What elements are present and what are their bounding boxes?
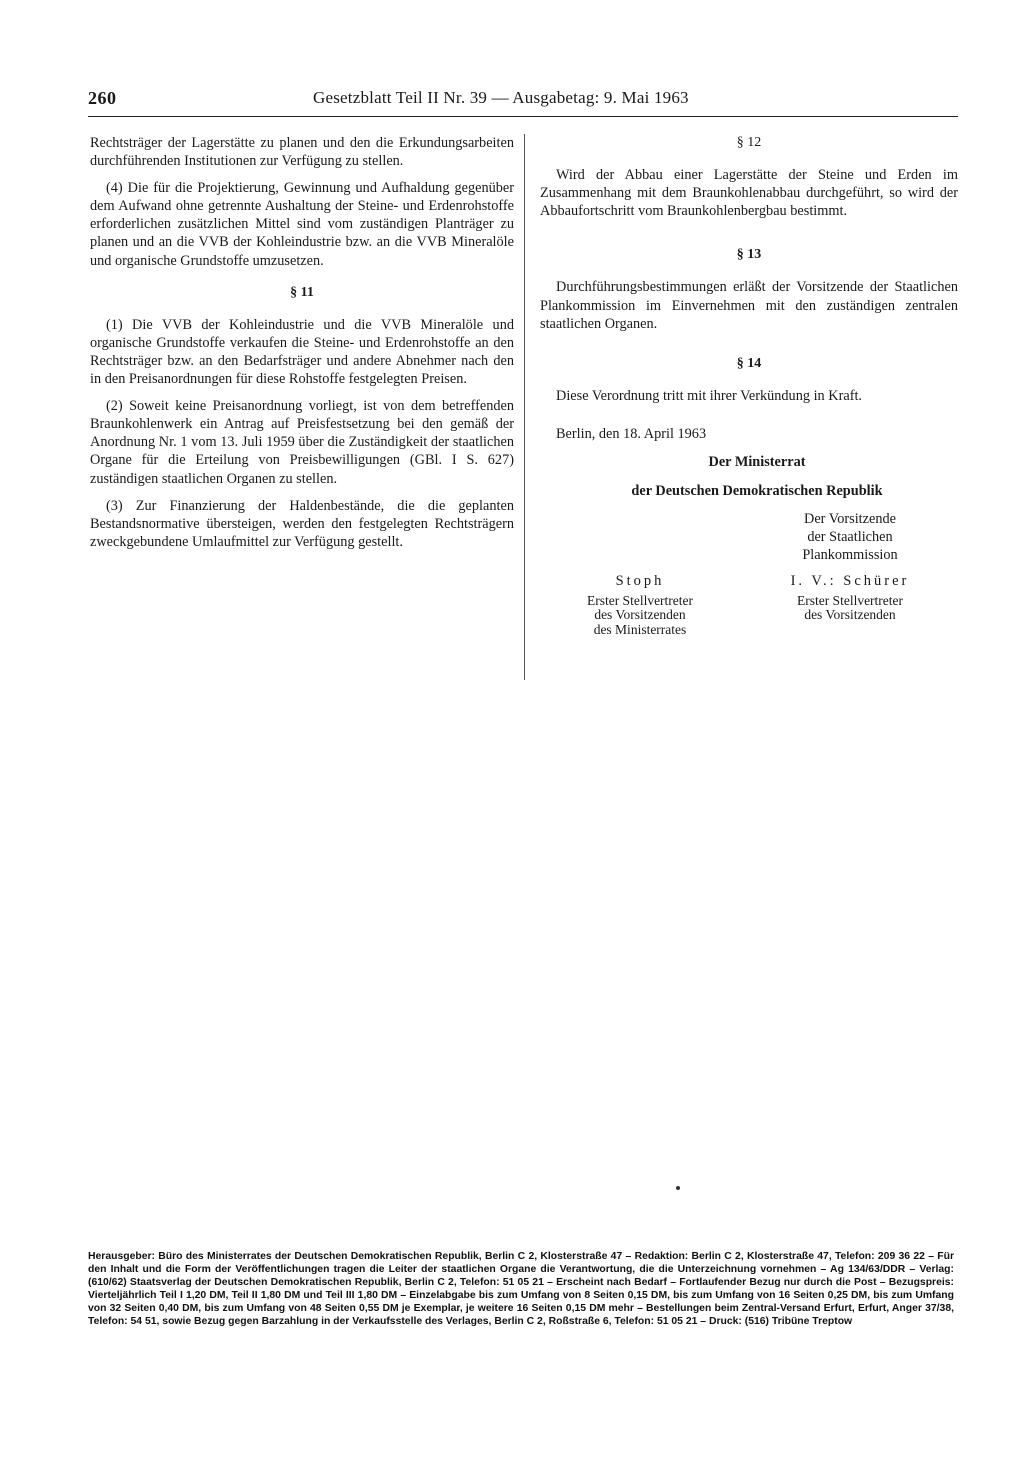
imprint: Herausgeber: Büro des Ministerrates der Deutschen Demokratischen Republik, Berlin C 2, Klosterstraße 47 – Redaktion: Berlin C 2, Klosterstraße 47, Telefon: 209 36 22 – Für den Inhalt und die Form der Veröffentlichungen tragen die Leiter der staatlichen Organe die Verantwortung, die die Unterzeichnung vornehmen – Ag 134/63/DDR – Verlag: (610/62) Staatsverlag der Deutschen Demokratischen Republik, Berlin C 2, Telefon: 51 05 21 – Erscheint nach Bedarf – Fortlaufender Bezug nur durch die Post – Bezugspreis: Vierteljährlich Teil I 1,20 DM, Teil II 1,80 DM und Teil III 1,80 DM – Einzelabgabe bis zum Umfang von 8 Seiten 0,15 DM, bis zum Umfang von 16 Seiten 0,25 DM, bis zum Umfang von 32 Seiten 0,40 DM, bis zum Umfang von 48 Seiten 0,55 DM je Exemplar, je weitere 16 Seiten 0,15 DM mehr – Bestellungen beim Zentral-Versand Erfurt, Erfurt, Anger 37/38, Telefon: 54 51, sowie Bezug gegen Barzahlung in der Verkaufsstelle des Verlages, Berlin C 2, Roßstraße 6, Telefon: 51 05 21 – Druck: (516) Tribüne Treptow (88, 1251, 954, 1327)
signatory-name-left: Stoph (615, 573, 665, 590)
column-divider (524, 134, 525, 680)
signatory-name-right: I. V.: Schürer (790, 573, 910, 590)
paragraph-12: Wird der Abbau einer Lagerstätte der Steine und Erden im Zusammenhang mit dem Braunkohlenabbau durchgeführt, so wird der Abbaufortschritt vom Braunkohlenbergbau bestimmt. (540, 167, 958, 220)
running-title: Gesetzblatt Teil II Nr. 39 — Ausgabetag: 9. Mai 1963 (313, 88, 689, 107)
chair-line-2: der Staatlichen (807, 529, 893, 546)
section-heading-12: § 12 (736, 135, 762, 150)
signature-section (540, 425, 958, 646)
left-column (90, 134, 514, 560)
paragraph-11-1: (1) Die VVB der Kohleindustrie und die VVB Mineralöle und organische Grundstoffe verkaufen die Steine- und Erdenrohstoffe an den Rechtsträger bzw. an den Bedarfsträger und andere Abnehmer nach den in den Preisanordnungen für diese Rohstoffe festgelegten Preisen. (90, 316, 514, 388)
chair-line-1: Der Vorsitzende (804, 511, 896, 528)
council-line-1: Der Ministerrat (708, 454, 806, 471)
signatory-title-right-1: Erster Stellvertreter (796, 592, 904, 608)
paragraph-4: (4) Die für die Projektierung, Gewinnung und Aufhaldung gegenüber dem Aufwand ohne getrennte Aushaltung der Steine- und Erdenrohstoffe erforderlichen zusätzlichen Mittel sind vom zuständigen Planträger zu planen und an die VVB der Kohleindustrie bzw. an die VVB Mineralöle und organische Grundstoffe umzusetzen. (90, 180, 514, 269)
chair-line-3: Plankommission (802, 547, 898, 564)
signatory-title-right-2: des Vorsitzenden (804, 607, 896, 623)
page-number: 260 (88, 88, 117, 108)
paragraph-11-3: (3) Zur Finanzierung der Haldenbestände, die die geplanten Bestandsnormative übersteigen, werden den festgelegten Rechtsträgern zweckgebundene Umlaufmittel zur Verfügung gestellt. (90, 497, 514, 550)
paragraph-14: Diese Verordnung tritt mit ihrer Verkündung in Kraft. (556, 387, 862, 404)
right-column (540, 134, 958, 646)
signature-stoph (540, 574, 740, 637)
signature-row (540, 574, 958, 646)
page-header (88, 88, 956, 118)
signatory-title-left-2: des Vorsitzenden (594, 607, 686, 623)
signatory-title-left-1: Erster Stellvertreter (586, 592, 694, 608)
section-heading-11: § 11 (290, 284, 314, 300)
paragraph-continuation: Rechtsträger der Lagerstätte zu planen und den die Erkundungsarbeiten durchführenden Institutionen zur Verfügung zu stellen. (90, 135, 514, 170)
section-heading-14: § 14 (736, 355, 762, 371)
paragraph-11-2: (2) Soweit keine Preisanordnung vorliegt, ist von dem betreffenden Braunkohlenwerk ein Antrag auf Preisfestsetzung bei den gemäß der Anordnung Nr. 1 vom 13. Juli 1959 über die Zuständigkeit der staatlichen Organe für die Erteilung von Preisbewilligungen (GBl. I S. 627) zuständigen staatlichen Organen zu stellen. (90, 398, 514, 487)
chair-title (750, 510, 950, 564)
signatory-title-left-3: des Ministerrates (593, 621, 687, 637)
paragraph-13: Durchführungsbestimmungen erläßt der Vorsitzende der Staatlichen Plankommission im Einvernehmen mit den zuständigen zentralen staatlichen Organen. (540, 279, 958, 332)
place-date: Berlin, den 18. April 1963 (556, 425, 707, 442)
council-line-2: der Deutschen Demokratischen Republik (631, 483, 883, 500)
header-rule (88, 116, 958, 117)
signature-schuerer (750, 574, 950, 623)
section-heading-13: § 13 (736, 247, 762, 263)
print-speck (676, 1186, 680, 1190)
